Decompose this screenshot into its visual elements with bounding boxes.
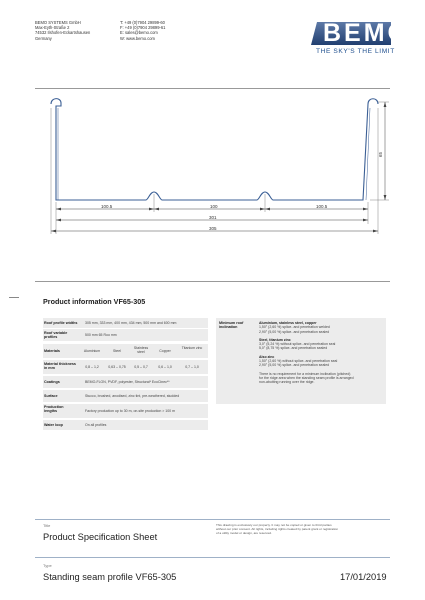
inclination-label: Minimum roof inclination xyxy=(219,321,244,330)
type-value: Standing seam profile VF65-305 xyxy=(43,572,177,582)
value-variable: 500 mm 65 Roo mm xyxy=(85,333,117,337)
dim-mid-label: 100 xyxy=(210,204,218,209)
col-aluminium: Aluminium xyxy=(83,349,101,353)
contact-email[interactable]: E: sales@bemo.com xyxy=(120,30,158,36)
thk-steel: 0,63 – 0,75 xyxy=(108,365,126,369)
logo-text: BEMO xyxy=(323,19,410,47)
value-coatings: BEMO-FLON, PVDF, polyester, Structural* EcoCinec** xyxy=(85,380,170,384)
address-street: Max-Eyth-Straße 2 xyxy=(35,25,70,31)
col-titanium: Titanium zinc xyxy=(181,346,203,350)
thk-titanium: 0,7 – 1,0 xyxy=(185,365,199,369)
spec-table xyxy=(43,318,208,454)
label-variable: Roof variable profiles xyxy=(44,331,68,340)
thk-copper: 0,6 – 1,0 xyxy=(158,365,172,369)
incl-note-line-3: non-abutting running over the ridge. xyxy=(259,380,315,385)
label-coatings: Coatings xyxy=(44,380,60,384)
disclaimer-line-3: of a utility model or design, are reserved. xyxy=(216,530,272,535)
margin-mark xyxy=(9,297,19,298)
contact-phone: T: +49 (0)7904 29899-60 xyxy=(120,20,165,25)
value-water: On all profiles xyxy=(85,423,107,427)
type-label: Type xyxy=(43,563,52,568)
incl-note-line-2: for the ridge area when the standing seam profile is arranged xyxy=(259,375,354,380)
label-lengths: Production lengths xyxy=(44,405,64,414)
address-country: Germany xyxy=(35,35,52,41)
footer-rule-bottom xyxy=(35,557,390,558)
incl-block-1 xyxy=(259,321,384,334)
company-contacts xyxy=(120,20,165,41)
address-city: 74532 Ilshofen-Eckartshausen xyxy=(35,30,91,36)
incl-block-2-line-1: 3,0° (5,24 %) without splice- and penetration seal xyxy=(259,342,336,347)
contact-website[interactable]: W: www.bemo.com xyxy=(120,35,155,41)
thk-stainless: 0,5 – 0,7 xyxy=(134,365,148,369)
incl-block-1-title: Aluminium, stainless steel, copper xyxy=(259,321,317,325)
thk-aluminium: 0,8 – 1,2 xyxy=(85,365,99,369)
inclination-box xyxy=(216,318,386,404)
col-steel: Steel xyxy=(113,349,121,353)
incl-block-3-line-2: 2,90° (5,00 %) splice- and penetration sealed xyxy=(259,363,330,368)
incl-block-2-title: Steel, titanium zinc xyxy=(259,337,291,342)
profile-outline xyxy=(51,99,378,200)
inclination-details xyxy=(259,321,384,385)
product-info-heading: Product information VF65-305 xyxy=(43,297,146,306)
profile-cross-section xyxy=(35,88,390,280)
disclaimer-line-1: This drawing is exclusively our property. It may not be copied or given to third parties xyxy=(216,523,332,527)
incl-block-1-line-2: 2,90° (5,00 %) splice- and penetration sealed xyxy=(259,329,330,334)
incl-note xyxy=(259,372,384,385)
value-lengths: Factory production up to 30 m, on-site production > 100 m xyxy=(85,409,175,413)
incl-block-1-line-1: 1,50° (2,60 %) splice- and penetration welded xyxy=(259,325,330,330)
label-water: Water loop xyxy=(44,423,63,427)
dim-left-label: 100.5 xyxy=(101,204,113,209)
issue-date: 17/01/2019 xyxy=(340,572,387,582)
title-label: Title xyxy=(43,523,51,528)
tagline: THE SKY'S THE LIMIT xyxy=(316,48,395,55)
label-surface: Surface xyxy=(44,394,58,398)
incl-block-3-title: Also zinc xyxy=(259,354,275,359)
col-stainless: Stainless steel xyxy=(133,346,149,355)
dim-overall-label: 305 xyxy=(209,226,217,231)
label-thickness: Material thickness in mm xyxy=(44,362,76,371)
dim-right-label: 100.5 xyxy=(316,204,328,209)
incl-block-3-line-1: 1,50° (2,60 %) without splice- and penetration seal xyxy=(259,359,338,364)
incl-block-2 xyxy=(259,338,384,351)
incl-block-2-line-2: 5,0° (8,75 %) splice- and penetration sealed xyxy=(259,346,328,351)
company-address xyxy=(35,20,90,41)
disclaimer-line-2: without our prior consent. All rights, including rights created by patent grant or registration xyxy=(216,526,339,531)
profile-inner-line xyxy=(58,108,370,200)
row-water xyxy=(43,420,208,430)
label-widths: Roof profile widths xyxy=(44,321,78,325)
incl-block-3 xyxy=(259,355,384,368)
contact-fax: F: +49 (0)7904 29899-61 xyxy=(120,25,166,31)
dim-inner-label: 301 xyxy=(209,215,217,220)
bemo-logo xyxy=(311,19,410,47)
footer-rule-top xyxy=(35,519,390,520)
company-name: BEMO SYSTEMS GmbH xyxy=(35,20,81,25)
incl-note-line-1: There is no requirement for a minimum inclination (pitched) xyxy=(259,371,351,376)
disclaimer xyxy=(216,524,338,536)
value-surface: Stucco, brushed, anodised, zinc tint, pre-weathered, studded xyxy=(85,394,180,398)
label-materials: Materials xyxy=(44,349,60,353)
col-copper: Copper xyxy=(159,349,171,353)
dim-height-label: 65 xyxy=(378,151,383,157)
value-widths: 305 mm, 333 mm, 400 mm, 434 mm, 500 mm and 600 mm xyxy=(85,321,177,325)
title-value: Product Specification Sheet xyxy=(43,532,158,542)
